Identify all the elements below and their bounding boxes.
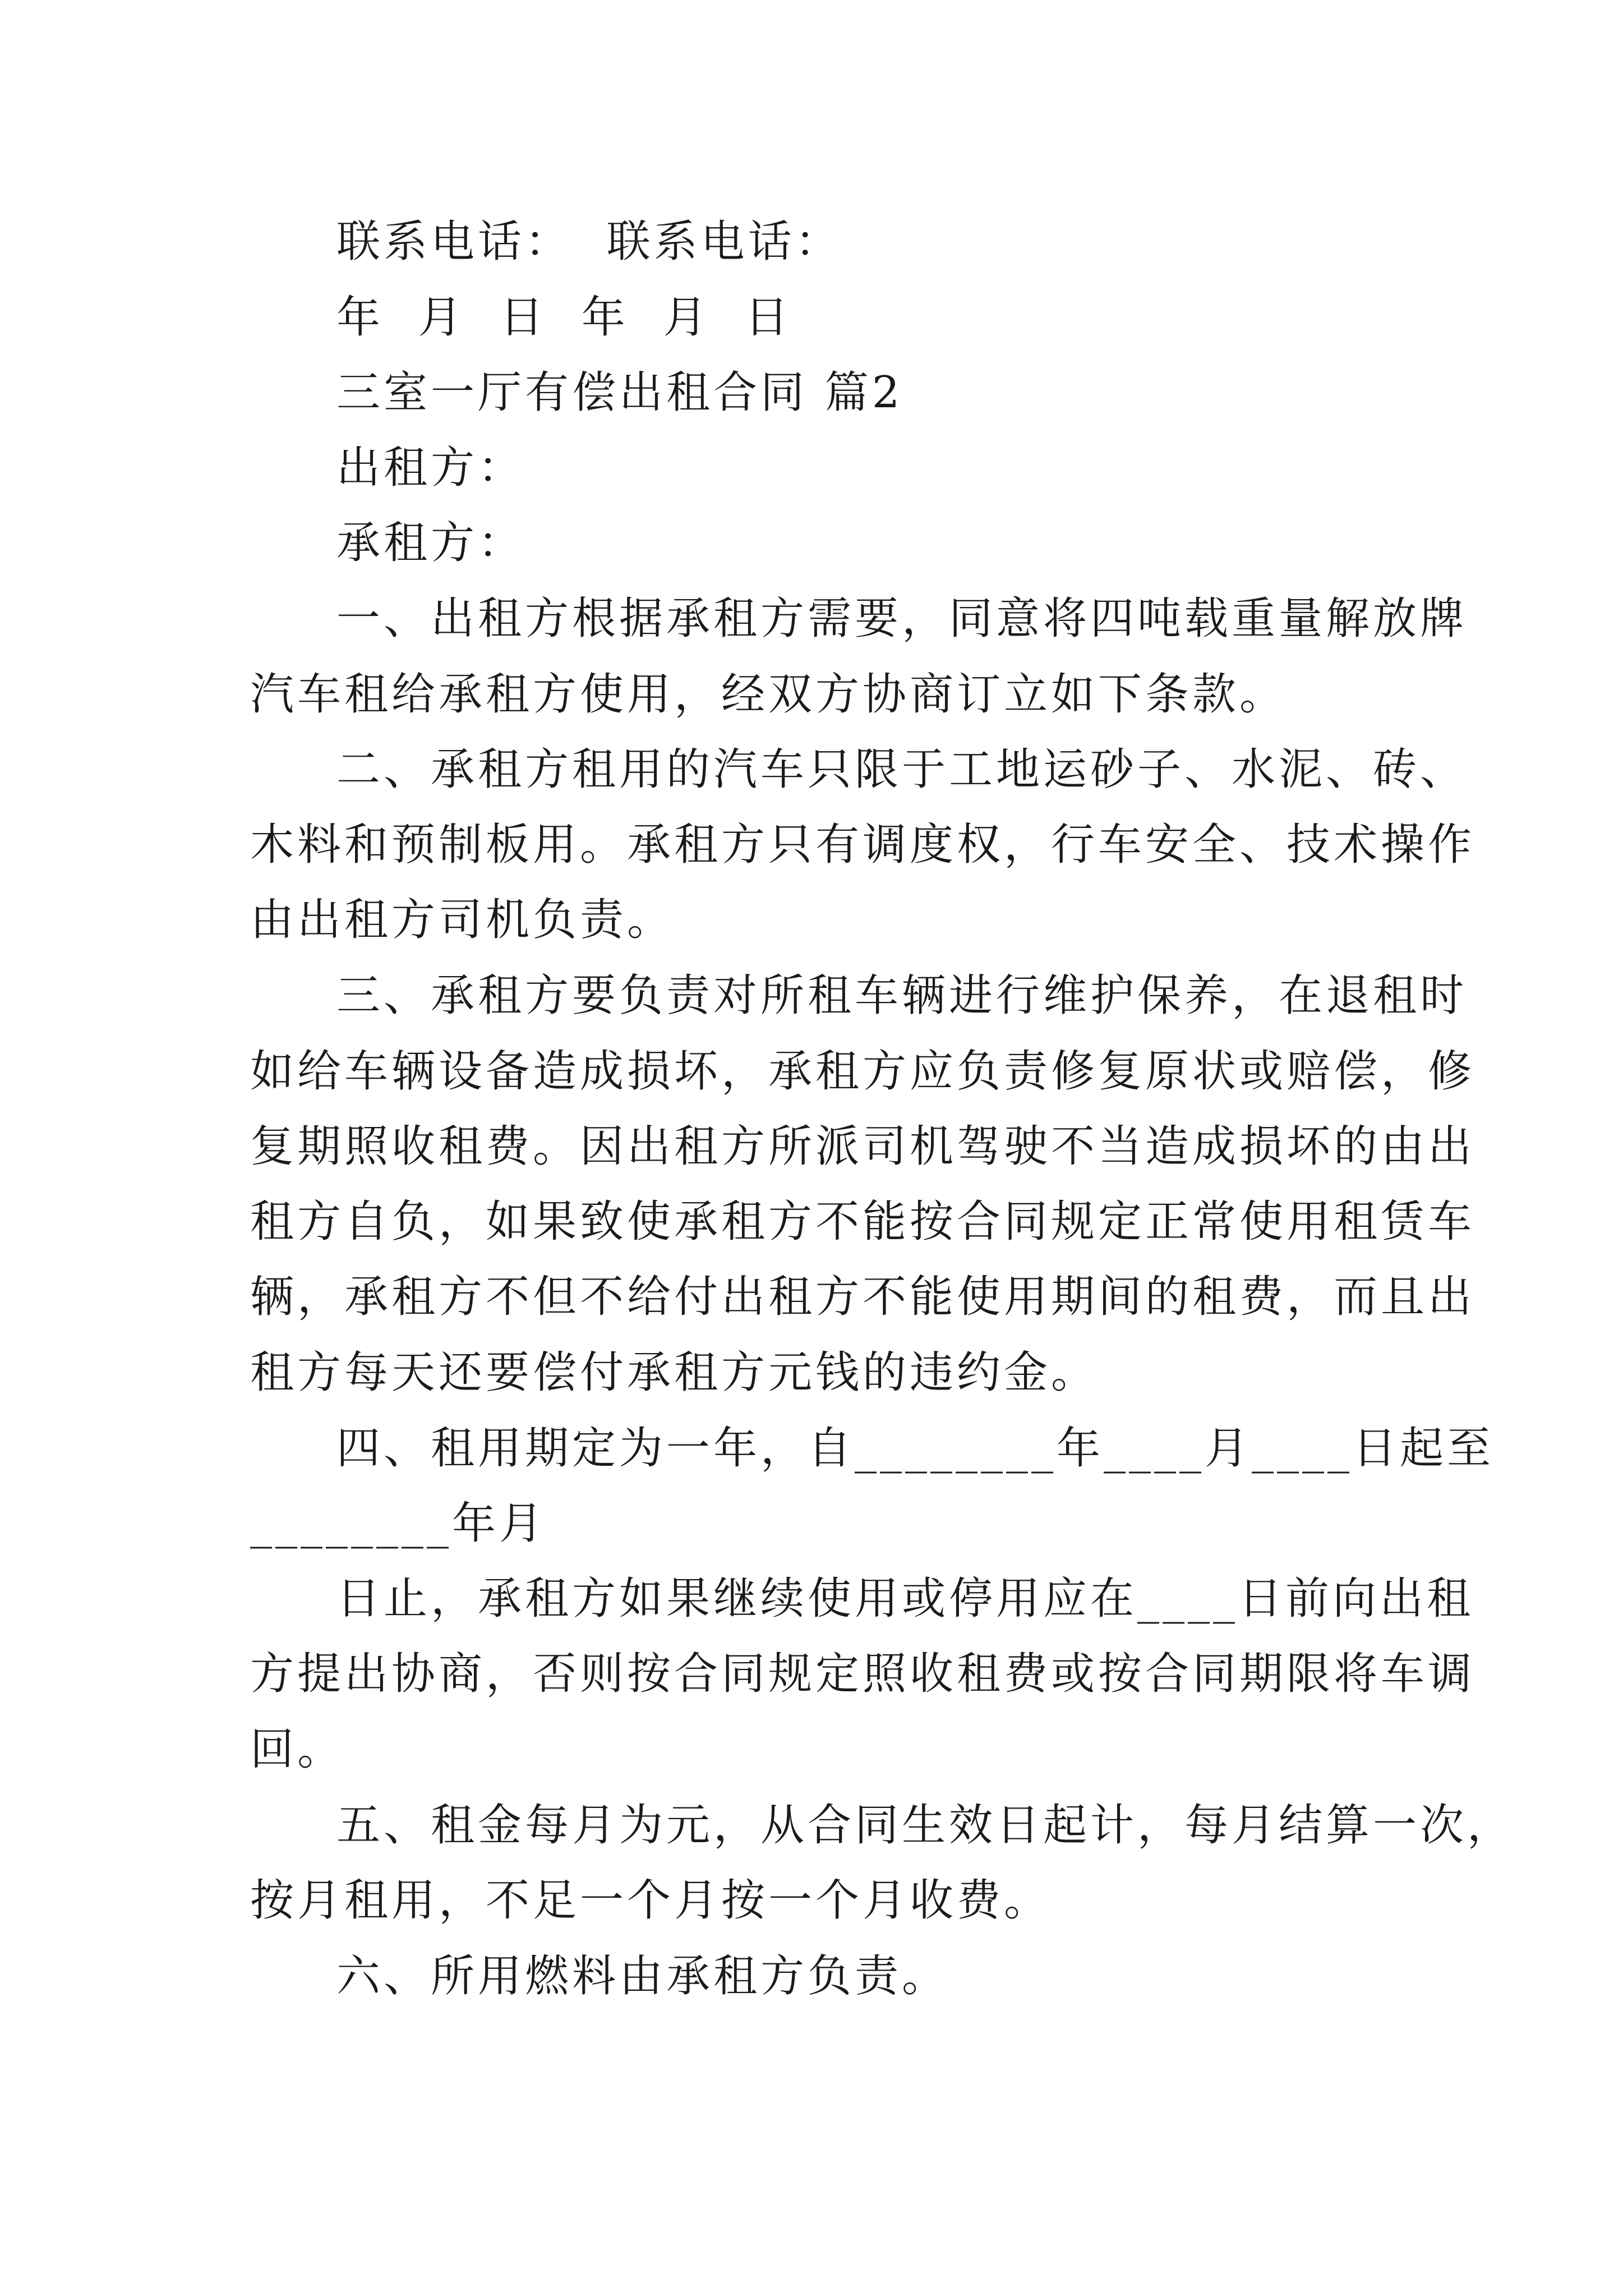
clause-2-line: 二、承租方租用的汽车只限于工地运砂子、水泥、砖、	[336, 744, 1468, 795]
clause-4-line: 日止，承租方如果继续使用或停用应在____日前向出租	[336, 1573, 1474, 1624]
clause-5-line: 按月租用，不足一个月按一个月收费。	[250, 1875, 1052, 1926]
clause-5-line: 五、租金每月为元，从合同生效日起计，每月结算一次，	[336, 1800, 1515, 1851]
clause-4-line: ________年月	[250, 1498, 547, 1549]
clause-3-line: 三、承租方要负责对所租车辆进行维护保养，在退租时	[336, 970, 1468, 1021]
clause-3-line: 辆，承租方不但不给付出租方不能使用期间的租费，而且出	[250, 1272, 1476, 1322]
clause-2-line: 由出租方司机负责。	[250, 895, 675, 945]
clause-2-line: 木料和预制板用。承租方只有调度权，行车安全、技术操作	[250, 820, 1476, 870]
date-line: 年 月 日 年 月 日	[336, 292, 792, 343]
clause-3-line: 如给车辆设备造成损坏，承租方应负责修复原状或赔偿，修	[250, 1046, 1476, 1097]
clause-3-line: 租方自负，如果致使承租方不能按合同规定正常使用租赁车	[250, 1197, 1476, 1247]
clause-3-line: 租方每天还要偿付承租方元钱的违约金。	[250, 1347, 1099, 1398]
section-title: 三室一厅有偿出租合同 篇2	[336, 367, 903, 418]
clause-1-line: 汽车租给承租方使用，经双方协商订立如下条款。	[250, 669, 1287, 720]
clause-4-line: 四、租用期定为一年，自________年____月____日起至	[336, 1423, 1495, 1474]
clause-6-line: 六、所用燃料由承租方负责。	[336, 1951, 949, 2001]
clause-1-line: 一、出租方根据承租方需要，同意将四吨载重量解放牌	[336, 593, 1468, 644]
lessor-label: 出租方：	[336, 443, 525, 493]
clause-3-line: 复期照收租费。因出租方所派司机驾驶不当造成损坏的由出	[250, 1121, 1476, 1172]
clause-4-line: 方提出协商，否则按合同规定照收租费或按合同期限将车调	[250, 1649, 1476, 1699]
contact-phone-line: 联系电话： 联系电话：	[336, 217, 842, 267]
lessee-label: 承租方：	[336, 518, 525, 568]
clause-4-line: 回。	[250, 1724, 345, 1775]
